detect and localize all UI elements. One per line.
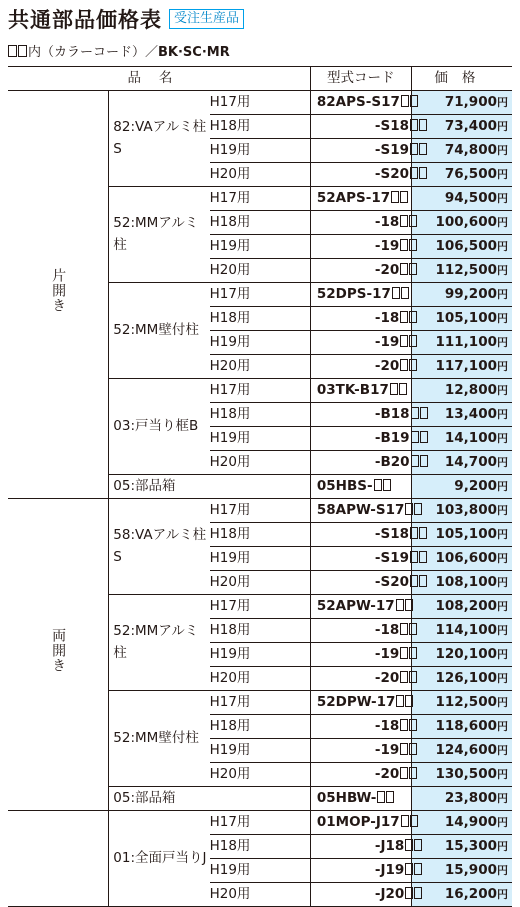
- model-code-cell: [310, 354, 411, 378]
- price-value: 112,500: [435, 261, 497, 278]
- height-label: H17用: [210, 378, 311, 402]
- color-code-box-icon: [400, 719, 408, 731]
- color-code-box-icon: [419, 527, 427, 539]
- height-label: H17用: [210, 498, 311, 522]
- color-code-box-icon: [401, 815, 409, 827]
- color-code-box-icon: [420, 455, 428, 467]
- model-code-cell: [310, 738, 411, 762]
- price-value: 23,800: [444, 789, 497, 806]
- color-code-box-icon: [400, 215, 408, 227]
- yen-unit: 円: [497, 647, 508, 661]
- yen-unit: 円: [497, 743, 508, 757]
- price-value: 117,100: [435, 357, 497, 374]
- price-cell: [411, 594, 512, 618]
- model-code: -18: [374, 310, 400, 327]
- color-code-box-icon: [420, 431, 428, 443]
- color-code-box-icon: [392, 287, 400, 299]
- price-cell: [411, 666, 512, 690]
- model-code: 05HBS-: [316, 478, 373, 495]
- price-value: 130,500: [435, 765, 497, 782]
- model-code: -19: [374, 334, 400, 351]
- price-cell: [411, 354, 512, 378]
- yen-unit: 円: [497, 839, 508, 853]
- height-label: H20用: [210, 354, 311, 378]
- model-code-cell: [310, 570, 411, 594]
- price-cell: [411, 186, 512, 210]
- yen-unit: 円: [497, 383, 508, 397]
- model-code-cell: [310, 786, 411, 810]
- page-title-area: [8, 4, 244, 34]
- model-code: -19: [374, 646, 400, 663]
- price-cell: [411, 834, 512, 858]
- color-code-box-icon: [409, 239, 417, 251]
- price-value: 120,100: [435, 645, 497, 662]
- model-code-cell: [310, 618, 411, 642]
- header-code: 型式コード: [310, 67, 411, 91]
- color-code-box-icon: [400, 623, 408, 635]
- price-value: 100,600: [435, 213, 497, 230]
- model-code: -J19: [374, 862, 405, 879]
- color-code-box-icon: [409, 743, 417, 755]
- price-value: 105,100: [435, 525, 497, 542]
- price-value: 103,800: [435, 501, 497, 518]
- price-value: 124,600: [435, 741, 497, 758]
- height-label: H19用: [210, 546, 311, 570]
- price-cell: [411, 282, 512, 306]
- color-code-box-icon: [409, 647, 417, 659]
- color-code-box-icon: [410, 815, 418, 827]
- price-cell: [411, 474, 512, 498]
- price-value: 9,200: [454, 477, 497, 494]
- header-price: 価格: [411, 67, 512, 91]
- product-name: 01:全面戸当りJ: [109, 810, 210, 906]
- model-code-cell: [310, 282, 411, 306]
- color-code-box-icon: [400, 671, 408, 683]
- color-code-box-icon: [419, 575, 427, 587]
- model-code-cell: [310, 210, 411, 234]
- price-cell: [411, 786, 512, 810]
- color-code-box-icon: [401, 287, 409, 299]
- color-code-box-icon: [391, 191, 399, 203]
- height-label: H18用: [210, 402, 311, 426]
- group-label-cell: [8, 498, 109, 810]
- yen-unit: 円: [497, 215, 508, 229]
- product-name: 52:MMアルミ柱: [109, 186, 210, 282]
- price-cell: [411, 762, 512, 786]
- product-name: 52:MMアルミ柱: [109, 594, 210, 690]
- color-code-box-icon: [405, 839, 413, 851]
- model-code-cell: [310, 762, 411, 786]
- yen-unit: 円: [497, 311, 508, 325]
- color-code-box-icon: [409, 263, 417, 275]
- color-code-box-icon: [414, 863, 422, 875]
- yen-unit: 円: [497, 407, 508, 421]
- model-code-cell: [310, 450, 411, 474]
- price-value: 15,300: [444, 837, 497, 854]
- model-code-cell: [310, 474, 411, 498]
- group-label-cell: [8, 810, 109, 906]
- model-code: -S18: [374, 118, 410, 135]
- model-code-cell: [310, 138, 411, 162]
- height-label: H19用: [210, 642, 311, 666]
- height-label: H19用: [210, 234, 311, 258]
- model-code-cell: [310, 114, 411, 138]
- height-label: H19用: [210, 738, 311, 762]
- table-body: [8, 90, 512, 906]
- model-code: 03TK-B17: [316, 382, 389, 399]
- model-code: -B20: [374, 454, 410, 471]
- yen-unit: 円: [497, 767, 508, 781]
- height-label: H17用: [210, 90, 311, 114]
- yen-unit: 円: [497, 263, 508, 277]
- yen-unit: 円: [497, 143, 508, 157]
- model-code: -S20: [374, 166, 410, 183]
- product-name: 05:部品箱: [109, 786, 311, 810]
- yen-unit: 円: [497, 551, 508, 565]
- yen-unit: 円: [497, 431, 508, 445]
- model-code: -19: [374, 238, 400, 255]
- price-value: 105,100: [435, 309, 497, 326]
- model-code-cell: [310, 642, 411, 666]
- price-value: 108,200: [435, 597, 497, 614]
- price-value: 118,600: [435, 717, 497, 734]
- height-label: H20用: [210, 162, 311, 186]
- color-code-box-icon: [420, 407, 428, 419]
- yen-unit: 円: [497, 167, 508, 181]
- model-code-cell: [310, 162, 411, 186]
- yen-unit: 円: [497, 503, 508, 517]
- color-code-box-icon: [409, 215, 417, 227]
- price-cell: [411, 210, 512, 234]
- model-code: -B19: [374, 430, 410, 447]
- color-code-box-icon: [419, 551, 427, 563]
- height-label: H18用: [210, 618, 311, 642]
- group-label: 片開き: [50, 268, 67, 314]
- model-code-cell: [310, 714, 411, 738]
- model-code: 05HBW-: [316, 790, 377, 807]
- height-label: H19用: [210, 858, 311, 882]
- color-note-prefix: 内（カラーコード）／: [28, 45, 159, 60]
- model-code: -20: [374, 766, 400, 783]
- color-code-box-icon: [400, 239, 408, 251]
- yen-unit: 円: [497, 719, 508, 733]
- price-value: 13,400: [444, 405, 497, 422]
- color-code-box-icon: [377, 791, 385, 803]
- model-code-cell: [310, 690, 411, 714]
- group-label: 両開き: [50, 628, 67, 674]
- color-code-box-icon: [386, 791, 394, 803]
- price-cell: [411, 498, 512, 522]
- price-value: 71,900: [444, 93, 497, 110]
- price-value: 111,100: [435, 333, 497, 350]
- product-name: 82:VAアルミ柱S: [109, 90, 210, 186]
- yen-unit: 円: [497, 95, 508, 109]
- model-code-cell: [310, 186, 411, 210]
- color-placeholder-icon: [18, 45, 27, 57]
- price-cell: [411, 234, 512, 258]
- price-cell: [411, 690, 512, 714]
- height-label: H17用: [210, 282, 311, 306]
- color-code-box-icon: [411, 455, 419, 467]
- color-code-box-icon: [419, 167, 427, 179]
- model-code-cell: [310, 522, 411, 546]
- yen-unit: 円: [497, 455, 508, 469]
- color-code-box-icon: [401, 95, 409, 107]
- color-code-box-icon: [410, 575, 418, 587]
- height-label: H18用: [210, 210, 311, 234]
- height-label: H18用: [210, 834, 311, 858]
- color-code-box-icon: [411, 431, 419, 443]
- price-value: 126,100: [435, 669, 497, 686]
- price-value: 14,100: [444, 429, 497, 446]
- height-label: H19用: [210, 330, 311, 354]
- color-code-box-icon: [400, 767, 408, 779]
- color-code-box-icon: [409, 767, 417, 779]
- color-placeholder-icon: [8, 45, 17, 57]
- price-cell: [411, 738, 512, 762]
- yen-unit: 円: [497, 863, 508, 877]
- page-title: 共通部品価格表: [8, 8, 162, 32]
- height-label: H19用: [210, 426, 311, 450]
- color-code-box-icon: [410, 143, 418, 155]
- model-code-cell: [310, 402, 411, 426]
- price-value: 14,900: [444, 813, 497, 830]
- color-code-box-icon: [405, 887, 413, 899]
- model-code: -19: [374, 742, 400, 759]
- color-code-box-icon: [400, 263, 408, 275]
- product-name: 58:VAアルミ柱S: [109, 498, 210, 594]
- model-code: -20: [374, 670, 400, 687]
- color-code-box-icon: [400, 335, 408, 347]
- height-label: H17用: [210, 186, 311, 210]
- color-code-box-icon: [419, 119, 427, 131]
- model-code-cell: [310, 858, 411, 882]
- yen-unit: 円: [497, 887, 508, 901]
- yen-unit: 円: [497, 575, 508, 589]
- model-code: -S18: [374, 526, 410, 543]
- model-code: 52APS-17: [316, 190, 391, 207]
- height-label: H17用: [210, 810, 311, 834]
- color-code-box-icon: [410, 527, 418, 539]
- price-value: 108,100: [435, 573, 497, 590]
- price-value: 114,100: [435, 621, 497, 638]
- header-name: 品名: [8, 67, 310, 91]
- table-row: [8, 498, 512, 522]
- table-row: [8, 810, 512, 834]
- height-label: H18用: [210, 714, 311, 738]
- price-cell: [411, 714, 512, 738]
- price-cell: [411, 618, 512, 642]
- price-cell: [411, 810, 512, 834]
- model-code: -J20: [374, 886, 405, 903]
- color-code-box-icon: [410, 95, 418, 107]
- height-label: H20用: [210, 258, 311, 282]
- height-label: H17用: [210, 594, 311, 618]
- color-code-box-icon: [405, 695, 413, 707]
- price-cell: [411, 90, 512, 114]
- model-code-cell: [310, 90, 411, 114]
- product-name: 52:MM壁付柱: [109, 690, 210, 786]
- color-code-note: [8, 44, 230, 62]
- model-code: -18: [374, 622, 400, 639]
- price-value: 15,900: [444, 861, 497, 878]
- color-codes: BK·SC·MR: [158, 45, 230, 60]
- height-label: H20用: [210, 570, 311, 594]
- price-value: 74,800: [444, 141, 497, 158]
- model-code-cell: [310, 810, 411, 834]
- model-code: -20: [374, 358, 400, 375]
- yen-unit: 円: [497, 815, 508, 829]
- color-code-box-icon: [400, 647, 408, 659]
- model-code-cell: [310, 330, 411, 354]
- color-code-box-icon: [414, 839, 422, 851]
- yen-unit: 円: [497, 599, 508, 613]
- model-code-cell: [310, 498, 411, 522]
- model-code-cell: [310, 306, 411, 330]
- model-code: 52APW-17: [316, 598, 395, 615]
- color-code-box-icon: [399, 383, 407, 395]
- color-code-box-icon: [419, 143, 427, 155]
- price-value: 73,400: [444, 117, 497, 134]
- table-row: [8, 90, 512, 114]
- color-code-box-icon: [400, 359, 408, 371]
- product-name: 05:部品箱: [109, 474, 311, 498]
- model-code: -B18: [374, 406, 410, 423]
- color-code-box-icon: [400, 311, 408, 323]
- price-value: 14,700: [444, 453, 497, 470]
- color-code-box-icon: [405, 599, 413, 611]
- price-value: 99,200: [444, 285, 497, 302]
- height-label: H18用: [210, 522, 311, 546]
- yen-unit: 円: [497, 119, 508, 133]
- height-label: H19用: [210, 138, 311, 162]
- model-code: 52DPW-17: [316, 694, 396, 711]
- price-cell: [411, 330, 512, 354]
- color-code-box-icon: [409, 623, 417, 635]
- color-code-box-icon: [414, 503, 422, 515]
- price-cell: [411, 378, 512, 402]
- color-code-box-icon: [409, 311, 417, 323]
- model-code: 82APS-S17: [316, 94, 400, 111]
- price-table: [8, 66, 512, 907]
- price-cell: [411, 258, 512, 282]
- color-code-box-icon: [390, 383, 398, 395]
- model-code: 01MOP-J17: [316, 814, 400, 831]
- model-code-cell: [310, 234, 411, 258]
- color-code-box-icon: [405, 863, 413, 875]
- model-code: -S20: [374, 574, 410, 591]
- product-name: 52:MM壁付柱: [109, 282, 210, 378]
- model-code: -18: [374, 718, 400, 735]
- yen-unit: 円: [497, 335, 508, 349]
- color-code-box-icon: [374, 479, 382, 491]
- model-code-cell: [310, 378, 411, 402]
- color-code-box-icon: [410, 119, 418, 131]
- color-code-box-icon: [410, 551, 418, 563]
- group-label-cell: [8, 90, 109, 498]
- price-value: 112,500: [435, 693, 497, 710]
- color-code-box-icon: [396, 695, 404, 707]
- color-code-box-icon: [409, 719, 417, 731]
- color-code-box-icon: [405, 503, 413, 515]
- price-value: 106,600: [435, 549, 497, 566]
- color-code-box-icon: [383, 479, 391, 491]
- color-code-box-icon: [409, 359, 417, 371]
- model-code: -20: [374, 262, 400, 279]
- made-to-order-badge: 受注生産品: [169, 9, 244, 29]
- model-code-cell: [310, 426, 411, 450]
- yen-unit: 円: [497, 479, 508, 493]
- color-code-box-icon: [411, 407, 419, 419]
- height-label: H20用: [210, 882, 311, 906]
- yen-unit: 円: [497, 239, 508, 253]
- price-value: 106,500: [435, 237, 497, 254]
- price-value: 16,200: [444, 885, 497, 902]
- model-code-cell: [310, 258, 411, 282]
- yen-unit: 円: [497, 527, 508, 541]
- yen-unit: 円: [497, 791, 508, 805]
- model-code: -18: [374, 214, 400, 231]
- product-name: 03:戸当り框B: [109, 378, 210, 474]
- price-value: 12,800: [444, 381, 497, 398]
- price-value: 94,500: [444, 189, 497, 206]
- model-code-cell: [310, 594, 411, 618]
- price-cell: [411, 858, 512, 882]
- model-code: -S19: [374, 550, 410, 567]
- height-label: H20用: [210, 450, 311, 474]
- yen-unit: 円: [497, 695, 508, 709]
- table-header-row: [8, 67, 512, 91]
- model-code-cell: [310, 546, 411, 570]
- yen-unit: 円: [497, 287, 508, 301]
- height-label: H18用: [210, 114, 311, 138]
- model-code: 58APW-S17: [316, 502, 405, 519]
- color-code-box-icon: [400, 191, 408, 203]
- color-code-box-icon: [409, 671, 417, 683]
- price-cell: [411, 882, 512, 906]
- color-code-box-icon: [414, 887, 422, 899]
- model-code: -J18: [374, 838, 405, 855]
- model-code: -S19: [374, 142, 410, 159]
- yen-unit: 円: [497, 191, 508, 205]
- model-code: 52DPS-17: [316, 286, 391, 303]
- color-code-box-icon: [409, 335, 417, 347]
- yen-unit: 円: [497, 623, 508, 637]
- color-code-box-icon: [396, 599, 404, 611]
- color-code-box-icon: [410, 167, 418, 179]
- price-cell: [411, 642, 512, 666]
- yen-unit: 円: [497, 671, 508, 685]
- model-code-cell: [310, 666, 411, 690]
- price-cell: [411, 306, 512, 330]
- height-label: H18用: [210, 306, 311, 330]
- yen-unit: 円: [497, 359, 508, 373]
- model-code-cell: [310, 882, 411, 906]
- height-label: H17用: [210, 690, 311, 714]
- price-value: 76,500: [444, 165, 497, 182]
- height-label: H20用: [210, 666, 311, 690]
- height-label: H20用: [210, 762, 311, 786]
- model-code-cell: [310, 834, 411, 858]
- color-code-box-icon: [400, 743, 408, 755]
